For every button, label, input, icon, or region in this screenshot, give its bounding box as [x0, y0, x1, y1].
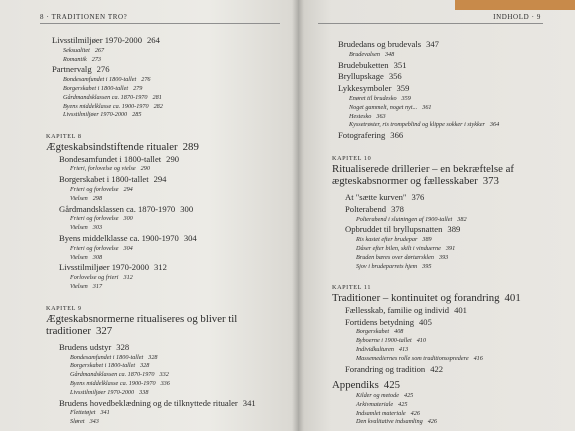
toc-entry-text: Byens middelklasse ca. 1900-1970: [70, 380, 156, 388]
toc-entry-text: Kyssetrøster, ris trompeblind og klippe sokker i stykker: [349, 121, 485, 129]
toc-entry-text: Ægteskabsindstiftende ritualer: [46, 141, 178, 154]
toc-entry: [338, 418, 558, 427]
toc-entry-page: 416: [473, 354, 483, 362]
running-head-left: [40, 13, 127, 21]
toc-entry-text: Fortidens betydning: [345, 316, 414, 327]
toc-entry: [52, 154, 292, 166]
toc-entry: [338, 216, 558, 225]
toc-entry-text: Bruden bæres over dørtærsklen: [356, 253, 434, 261]
toc-entry-page: 347: [426, 39, 439, 49]
book-gutter: [292, 0, 304, 431]
toc-entry-page: 359: [401, 94, 411, 102]
toc-entry-page: 366: [390, 130, 404, 141]
chapter-title: [332, 379, 558, 392]
running-head-title-right: INDHOLD: [493, 13, 530, 21]
toc-entry-text: Byens middelklasse ca. 1900-1970: [59, 233, 179, 244]
toc-entry-page: 328: [116, 341, 130, 352]
toc-entry-text: KAPITEL 9: [46, 304, 82, 312]
toc-entry: [52, 47, 292, 56]
page-number-left: 8: [40, 13, 45, 21]
toc-entry-text: Polterabend i slutningen af 1900-tallet: [356, 215, 453, 223]
toc-entry-page: 410: [416, 337, 426, 345]
toc-entry: [52, 283, 292, 292]
toc-entry-page: 276: [141, 76, 151, 84]
running-head-separator: ·: [531, 13, 537, 21]
toc-entry: [338, 263, 558, 272]
toc-entry-page: 359: [396, 83, 410, 94]
toc-entry-text: Livsstilmiljøer 1970-2000: [70, 388, 135, 396]
toc-entry-page: 281: [152, 93, 162, 101]
toc-entry-page: 356: [388, 71, 402, 82]
toc-entry: [338, 245, 558, 254]
toc-entry-text: Polterabend: [345, 203, 387, 214]
toc-entry: [52, 195, 292, 204]
toc-entry-page: 294: [123, 186, 133, 194]
toc-entry-page: 300: [123, 215, 133, 223]
toc-entry-text: Livsstilmiljøer 1970-2000: [63, 111, 128, 119]
toc-entry-page: 395: [422, 262, 432, 270]
toc-entry-text: Gårdmandsklassen ca. 1870-1970: [63, 93, 148, 101]
toc-entry-page: 425: [403, 391, 414, 399]
toc-entry-text: Ægteskabsnormerne ritualiseres og bliver til traditioner: [46, 312, 238, 338]
toc-entry-page: 422: [430, 363, 444, 374]
toc-entry: [52, 254, 292, 263]
toc-entry-text: Brudens udstyr: [59, 341, 112, 352]
toc-entry: [338, 410, 558, 419]
toc-entry: [338, 254, 558, 263]
toc-entry-text: Frieri og forlovelse: [70, 215, 119, 223]
header-rule-left: [40, 23, 280, 24]
toc-entry: [338, 113, 558, 122]
toc-entry-page: 298: [92, 194, 103, 202]
toc-entry-text: Frieri og forlovelse: [70, 186, 119, 194]
toc-entry-page: 373: [482, 175, 499, 188]
toc-entry-text: Enøret til brudesko: [349, 94, 397, 102]
toc-entry: [52, 233, 292, 245]
toc-entry: [338, 392, 558, 401]
toc-entry-text: Livsstilmiljøer 1970-2000: [52, 35, 142, 45]
toc-entry-text: Gårdmandsklassen ca. 1870-1970: [70, 371, 155, 379]
toc-entry: [338, 401, 558, 410]
toc-entry: [52, 94, 292, 103]
toc-entry-page: 332: [159, 371, 169, 379]
toc-entry: [52, 174, 292, 186]
toc-entry-text: Ritualiserede drillerier – en bekræftelse af ægteskabsnormer og fællesskaber: [332, 162, 514, 188]
toc-entry-text: Borgerskabet i 1800-tallet: [70, 362, 136, 370]
toc-entry-page: 391: [445, 244, 456, 252]
toc-entry: [338, 71, 558, 83]
toc-entry: [52, 245, 292, 254]
chapter-title: [332, 292, 558, 305]
toc-entry: [338, 204, 558, 216]
toc-entry-text: Gårdmandsklassen ca. 1870-1970: [59, 203, 176, 214]
toc-entry: [338, 130, 558, 142]
toc-entry: [52, 224, 292, 233]
toc-entry-text: Seksualitet: [63, 46, 90, 54]
toc-entry-text: Livsstilmiljøer 1970-2000: [59, 262, 149, 273]
toc-entry: [338, 346, 558, 355]
toc-entry-text: Borgerskabet i 1800-tallet: [63, 84, 129, 92]
toc-entry-text: Frieri og forlovelse: [70, 244, 119, 252]
toc-entry-text: Dåser efter bilen, skilt i vinduerne: [356, 244, 441, 252]
toc-entry-page: 341: [100, 409, 110, 417]
toc-entry: [52, 380, 292, 389]
toc-right: [332, 35, 558, 427]
chapter-label: [332, 283, 558, 292]
toc-entry-page: 341: [242, 397, 256, 408]
toc-entry-text: Bryllupskage: [338, 71, 384, 82]
toc-entry-text: At "sætte kurven": [345, 191, 407, 202]
toc-entry-text: Ris kastet efter brudepar: [356, 236, 418, 244]
toc-entry-text: Flettetøjet: [70, 409, 96, 417]
toc-entry-page: 304: [123, 244, 133, 252]
toc-entry-text: Individkulturen: [356, 346, 394, 354]
toc-entry-text: Bondesamfundet i 1800-tallet: [63, 76, 137, 84]
toc-entry-page: 282: [153, 102, 163, 110]
toc-entry-text: Hestesko: [349, 112, 372, 120]
toc-entry-text: Forlovelse og frieri: [70, 274, 119, 282]
toc-entry-text: Sjov i brudeparrets hjem: [356, 262, 418, 270]
toc-entry-text: Fællesskab, familie og individ: [345, 304, 450, 315]
toc-entry: [52, 342, 292, 354]
toc-entry-page: 348: [384, 50, 395, 58]
toc-entry: [338, 192, 558, 204]
toc-entry-text: Romantik: [63, 55, 87, 63]
toc-entry-page: 389: [422, 236, 432, 244]
toc-entry-page: 312: [123, 274, 133, 282]
toc-entry-text: Arkivmateriale: [356, 400, 394, 408]
toc-entry-page: 290: [166, 153, 180, 164]
toc-entry-page: 285: [132, 111, 142, 119]
toc-entry-page: 328: [140, 362, 150, 370]
chapter-label: [46, 132, 292, 141]
toc-entry-page: 279: [133, 84, 143, 92]
toc-entry: [338, 39, 558, 51]
toc-entry-page: 289: [182, 141, 199, 154]
chapter-title: [46, 313, 292, 338]
toc-entry-text: KAPITEL 11: [332, 284, 372, 292]
toc-entry-page: 426: [410, 409, 420, 417]
toc-entry-text: Fotografering: [338, 130, 386, 141]
toc-entry-text: Brudebuketten: [338, 59, 389, 70]
toc-entry: [338, 83, 558, 95]
toc-entry-page: 408: [394, 328, 404, 336]
toc-entry: [338, 104, 558, 113]
running-head-separator: ·: [46, 13, 52, 21]
toc-entry-text: Bondesamfundet i 1800-tallet: [70, 353, 144, 361]
chapter-title: [46, 141, 292, 154]
toc-entry-page: 276: [96, 64, 110, 75]
toc-entry-text: Byens middelklasse ca. 1900-1970: [63, 102, 149, 110]
toc-entry: [52, 103, 292, 112]
toc-entry-text: Vielsen: [70, 283, 88, 291]
toc-entry-page: 401: [504, 292, 521, 305]
chapter-label: [332, 154, 558, 163]
toc-entry-text: Frieri, forlovelse og vielse: [70, 165, 136, 173]
toc-entry-page: 376: [411, 191, 425, 202]
toc-entry: [338, 60, 558, 72]
toc-entry: [52, 85, 292, 94]
toc-entry: [338, 328, 558, 337]
toc-entry-page: 343: [89, 418, 99, 426]
toc-entry-text: Indsamlet materiale: [356, 409, 406, 417]
toc-entry-page: 312: [154, 262, 167, 273]
toc-entry: [338, 305, 558, 317]
toc-entry-page: 405: [419, 316, 432, 327]
toc-entry-page: 378: [391, 203, 404, 214]
toc-entry-text: Sløret: [70, 418, 85, 426]
toc-entry-text: Byboerne i 1900-tallet: [356, 337, 412, 345]
toc-entry: [338, 364, 558, 376]
toc-entry-text: Den kvalitative indsamling: [356, 418, 423, 426]
toc-entry: [338, 121, 558, 130]
toc-entry-page: 294: [153, 174, 167, 185]
toc-entry-page: 338: [139, 388, 149, 396]
toc-entry-page: 327: [95, 325, 113, 338]
toc-left: [46, 35, 292, 427]
toc-entry: [338, 224, 558, 236]
toc-entry-text: Vielsen: [70, 194, 88, 202]
toc-entry-text: Brudedans og brudevals: [338, 39, 422, 49]
toc-entry-text: Kilder og metode: [356, 391, 399, 399]
toc-entry: [52, 409, 292, 418]
toc-entry: [338, 355, 558, 364]
toc-entry-text: Brudevalsen: [349, 50, 380, 58]
toc-entry-page: 273: [91, 55, 101, 63]
toc-entry-text: Appendiks: [332, 379, 379, 392]
toc-entry-page: 425: [383, 379, 400, 392]
toc-entry-page: 363: [376, 112, 386, 120]
right-page: [298, 0, 575, 431]
toc-entry-text: Brudens hovedbeklædning og de tilknyttede ritualer: [59, 397, 238, 408]
toc-entry-page: 401: [454, 304, 467, 315]
toc-entry-page: 264: [147, 35, 160, 45]
toc-entry: [52, 215, 292, 224]
chapter-label: [46, 304, 292, 313]
toc-entry-page: 328: [148, 353, 158, 361]
header-rule-right: [318, 23, 543, 24]
toc-entry-page: 336: [160, 380, 170, 388]
toc-entry: [338, 337, 558, 346]
chapter-title: [332, 163, 558, 188]
toc-entry: [338, 51, 558, 60]
toc-entry-page: 267: [94, 46, 105, 54]
toc-entry-page: 303: [92, 224, 103, 232]
toc-entry: [338, 95, 558, 104]
toc-entry-page: 393: [438, 253, 449, 261]
toc-entry: [52, 354, 292, 363]
toc-entry-text: Opbruddet til bryllupsnatten: [345, 224, 443, 235]
toc-entry: [52, 56, 292, 65]
toc-entry-page: 308: [92, 253, 103, 261]
toc-entry-page: 382: [457, 215, 467, 223]
toc-entry-page: 413: [398, 346, 409, 354]
toc-entry-text: Borgerskabet i 1800-tallet: [59, 174, 149, 185]
toc-entry: [52, 362, 292, 371]
toc-entry-text: Lykkesymboler: [338, 83, 392, 94]
toc-entry-text: Vielsen: [70, 224, 88, 232]
toc-entry-text: Traditioner – kontinuitet og forandring: [332, 292, 500, 305]
toc-entry: [52, 418, 292, 427]
toc-entry-page: 304: [183, 233, 197, 244]
toc-entry: [52, 389, 292, 398]
toc-entry: [52, 111, 292, 120]
toc-entry-page: 300: [180, 203, 194, 214]
toc-entry-text: KAPITEL 10: [332, 154, 372, 162]
toc-entry: [338, 236, 558, 245]
toc-entry-page: 317: [92, 283, 103, 291]
toc-entry-text: Borgerskabet: [356, 328, 390, 336]
toc-entry: [338, 317, 558, 329]
toc-entry: [52, 204, 292, 216]
toc-entry-text: Bondesamfundet i 1800-tallet: [59, 153, 162, 164]
toc-entry: [52, 262, 292, 274]
toc-entry-text: KAPITEL 8: [46, 133, 82, 141]
toc-entry: [52, 64, 292, 76]
toc-entry-page: 361: [422, 103, 432, 111]
toc-entry: [52, 186, 292, 195]
toc-entry-page: 426: [427, 418, 437, 426]
toc-entry-text: Massemediernes rolle som traditionsspredere: [356, 354, 469, 362]
running-head-title-left: TRADITIONEN TRO?: [51, 13, 128, 21]
toc-entry: [52, 371, 292, 380]
toc-entry-page: 290: [140, 165, 150, 173]
toc-entry-page: 389: [447, 224, 461, 235]
toc-entry: [52, 398, 292, 410]
toc-entry: [52, 165, 292, 174]
toc-entry-text: Forandring og tradition: [345, 363, 426, 374]
running-head-right: [493, 13, 541, 21]
toc-entry-page: 364: [489, 121, 500, 129]
toc-entry-page: 425: [398, 400, 408, 408]
page-number-right: 9: [536, 13, 541, 21]
toc-entry: [52, 274, 292, 283]
toc-entry-page: 351: [393, 59, 407, 70]
toc-entry-text: Noget gammelt, noget nyt...: [349, 103, 418, 111]
background-corner: [455, 0, 575, 10]
toc-entry-text: Partnervalg: [52, 64, 92, 75]
toc-entry: [52, 76, 292, 85]
toc-entry: [52, 35, 292, 47]
toc-entry-text: Vielsen: [70, 253, 88, 261]
